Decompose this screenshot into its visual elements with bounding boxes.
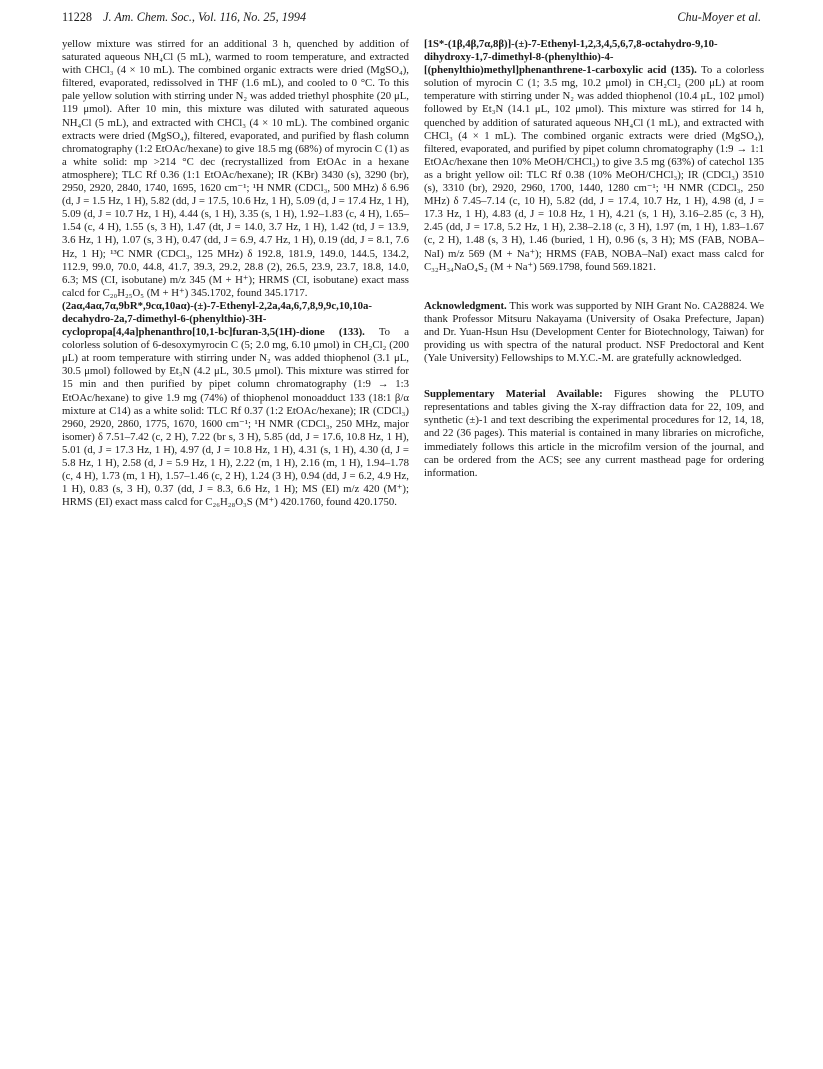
- journal-citation: J. Am. Chem. Soc., Vol. 116, No. 25, 1994: [103, 10, 307, 24]
- compound-procedure-133: To a colorless solution of 6-desoxymyrocin C (5; 2.0 mg, 6.10 μmol) in CH₂Cl₂ (200 μL) at room temperature with stirring under N₂ was added thiophenol (3.1 μL, 30.5 μmol) followed by Et₃N (4.2 μL, 30.5 μmol). This mixture was stirred for 15 min and then purified by pipet column chromatography (1:9 → 1:3 EtOAc/hexane) to give 1.9 mg (74%) of thiophenol monoadduct 133 (18:1 β/α mixture at C14) as a white solid: TLC Rf 0.37 (1:2 EtOAc/hexane); IR (CDCl₃) 2960, 2920, 2860, 1775, 1670, 1600 cm⁻¹; ¹H NMR (CDCl₃, 250 MHz, major isomer) δ 7.51–7.42 (c, 2 H), 7.22 (br s, 3 H), 5.85 (dd, J = 17.6, 10.8 Hz, 1 H), 5.01 (d, J = 17.3 Hz, 1 H), 4.97 (d, J = 10.8 Hz, 1 H), 4.31 (s, 1 H), 4.30 (d, J = 5.8 Hz, 1 H), 2.58 (d, J = 5.9 Hz, 1 H), 2.22 (m, 1 H), 2.16 (m, 1 H), 1.94–1.78 (c, 4 H), 1.73 (m, 1 H), 1.57–1.46 (c, 2 H), 1.24 (3 H), 0.94 (dd, J = 6.2, 4.9 Hz, 1 H), 0.83 (s, 3 H), 0.37 (dd, J = 8.3, 6.6 Hz, 1 H); MS (EI) m/z 420 (M⁺); HRMS (EI) exact mass calcd for C₂₆H₂₈O₃S (M⁺) 420.1760, found 420.1750.: [62, 326, 409, 509]
- section-spacer: [424, 365, 764, 388]
- compound-heading-135: [1S*-(1β,4β,7α,8β)]-(±)-7-Ethenyl-1,2,3,4,5,6,7,8-octahydro-9,10-dihydroxy-1,7-dimethyl-8-(phenylthio)-4-[(phenylthio)methyl]phenanthrene-1-carboxylic acid (135).: [424, 38, 718, 77]
- author-running-head: Chu-Moyer et al.: [677, 10, 761, 24]
- acknowledgment-text: This work was supported by NIH Grant No. CA28824. We thank Professor Mitsuru Nakayama (University of Osaka Prefecture, Japan) and Dr. Yuan-Hsun Hsu (Development Center for Biotechnology, Taiwan) for providing us with spectra of the natural product. NSF Predoctoral and Kent (Yale University) Fellowships to M.Y.C.-M. are gratefully acknowledged.: [424, 299, 764, 365]
- experimental-paragraph-myrocin-c: yellow mixture was stirred for an additional 3 h, quenched by addition of saturated aqueous NH₄Cl (5 mL), warmed to room temperature, and extracted with CHCl₃ (4 × 10 mL). The combined organic extracts were dried (MgSO₄), filtered, evaporated, redissolved in THF (1.6 mL), and cooled to 0 °C. To this pale yellow solution with stirring under N₂ was added triethyl phosphite (20 μL, 119 μmol). After 10 min, this mixture was diluted with saturated aqueous NH₄Cl (5 mL), and extracted with CHCl₃ (4 × 10 mL). The combined organic extracts were dried (MgSO₄), filtered, evaporated, and purified by flash column chromatography (1:2 EtOAc/hexane) to give 18.5 mg (68%) of myrocin C (1) as a white solid: mp >214 °C dec (recrystallized from EtOAc in a hexane atmosphere); TLC Rf 0.36 (1:1 EtOAc/hexane); IR (KBr) 3430 (s), 3290 (br), 2950, 2920, 2840, 1740, 1695, 1620 cm⁻¹; ¹H NMR (CDCl₃, 500 MHz) δ 6.96 (d, J = 1.5 Hz, 1 H), 5.82 (dd, J = 17.5, 10.6 Hz, 1 H), 5.09 (d, J = 17.4 Hz, 1 H), 5.09 (d, J = 10.7 Hz, 1 H), 4.44 (s, 1 H), 3.35 (s, 1 H), 1.92–1.83 (c, 4 H), 1.65–1.54 (c, 4 H), 1.55 (s, 3 H), 1.47 (dt, J = 14.0, 3.7 Hz, 1 H), 1.42 (td, J = 13.9, 3.6 Hz, 1 H), 1.07 (s, 3 H), 0.47 (dd, J = 6.9, 4.7 Hz, 1 H), 0.19 (dd, J = 8.1, 7.6 Hz, 1 H); ¹³C NMR (CDCl₃, 125 MHz) δ 192.8, 181.9, 149.0, 144.5, 134.2, 112.9, 99.0, 70.0, 44.8, 41.7, 39.3, 29.2, 28.8 (2), 26.5, 23.9, 23.7, 18.8, 14.0, 6.3; MS (CI, isobutane) m/z 345 (M + H⁺); HRMS (CI, isobutane) exact mass calcd for C₂₀H₂₅O₅ (M + H⁺) 345.1702, found 345.1717.: [62, 38, 409, 299]
- right-column: [424, 38, 764, 480]
- supplementary-material-label: Supplementary Material Available:: [424, 388, 603, 401]
- compound-heading-133: (2aα,4aα,7α,9bR*,9cα,10aα)-(±)-7-Ethenyl-2,2a,4a,6,7,8,9,9c,10,10a-decahydro-2a,7-dimethyl-6-(phenylthio)-3H-cyclopropa[4,4a]phenanthro[10,1-bc]furan-3,5(1H)-dione (133).: [62, 299, 372, 339]
- section-spacer: [424, 274, 764, 300]
- supplementary-material-paragraph: [424, 388, 764, 480]
- running-head: [62, 10, 761, 30]
- running-head-left: [62, 10, 306, 25]
- acknowledgment-label: Acknowledgment.: [424, 299, 507, 312]
- left-column: [62, 38, 409, 509]
- experimental-paragraph-133: [62, 300, 409, 510]
- supplementary-material-text: Figures showing the PLUTO representations and tables giving the X-ray diffraction data for 22, 109, and synthetic (±)-1 and text describing the experimental procedures for 12, 14, 18, and 22 (36 pages). This material is contained in many libraries on microfiche, immediately follows this article in the microfilm version of the journal, and can be ordered from the ACS; see any current masthead page for ordering information.: [424, 388, 764, 479]
- experimental-paragraph-135: [424, 38, 764, 274]
- compound-procedure-135: To a colorless solution of myrocin C (1; 3.5 mg, 10.2 μmol) in CH₂Cl₂ (200 μL) at room temperature with stirring under N₂ was added thiophenol (10.4 μL, 102 μmol) followed by Et₃N (14.1 μL, 102 μmol). This mixture was stirred for 14 h, quenched by addition of saturated aqueous NH₄Cl (1 mL), and extracted with CHCl₃ (4 × 1 mL). The combined organic extracts were dried (MgSO₄), filtered, evaporated, and purified by pipet column chromatography (1:9 → 1:1 EtOAc/hexane then 10% MeOH/CHCl₃) to give 3.5 mg (63%) of catechol 135 as a bright yellow oil: TLC Rf 0.38 (10% MeOH/CHCl₃); IR (CDCl₃) 3510 (s), 3310 (br), 2920, 2960, 1700, 1440, 1280 cm⁻¹; ¹H NMR (CDCl₃, 250 MHz) δ 7.45–7.14 (c, 10 H), 5.82 (dd, J = 17.4, 10.7 Hz, 1 H), 4.98 (d, J = 17.3 Hz, 1 H), 4.83 (d, J = 10.8 Hz, 1 H), 4.21 (s, 1 H), 3.16–2.85 (c, 3 H), 2.45 (dd, J = 17.8, 5.2 Hz, 1 H), 2.38–2.18 (c, 3 H), 1.97 (m, 1 H), 1.83–1.67 (c, 2 H), 1.48 (s, 3 H), 1.46 (buried, 1 H), 0.96 (s, 3 H); MS (FAB, NOBA–NaI) m/z 569 (M + Na⁺); HRMS (FAB, NOBA–NaI) exact mass calcd for C₃₂H₃₄NaO₄S₂ (M + Na⁺) 569.1798, found 569.1821.: [424, 64, 764, 273]
- page-number: 11228: [62, 10, 93, 24]
- acknowledgment-paragraph: [424, 300, 764, 365]
